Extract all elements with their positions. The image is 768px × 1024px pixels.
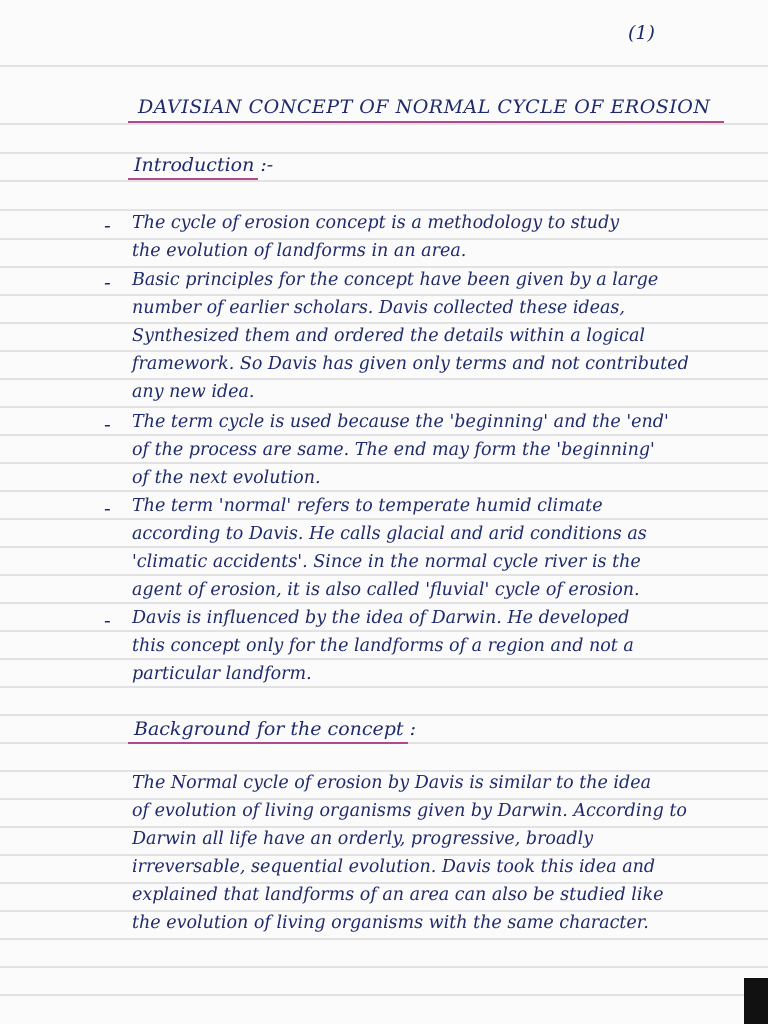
background-heading: Background for the concept : xyxy=(134,718,416,740)
introduction-underline xyxy=(128,178,258,180)
bullet-line: agent of erosion, it is also called 'fluvial' cycle of erosion. xyxy=(132,580,640,600)
title-underline xyxy=(128,121,724,123)
bullet-line: Basic principles for the concept have been given by a large xyxy=(132,270,659,290)
bullet-line: framework. So Davis has given only terms and not contributed xyxy=(132,354,689,374)
bullet-line: of the next evolution. xyxy=(132,468,321,488)
bullet-line: The term 'normal' refers to temperate humid climate xyxy=(132,496,603,516)
bullet-line: The term cycle is used because the 'beginning' and the 'end' xyxy=(132,412,669,432)
bullet-line: any new idea. xyxy=(132,382,255,402)
bullet-dash: - xyxy=(104,412,111,436)
bullet-line: the evolution of landforms in an area. xyxy=(132,241,467,261)
bullet-line: of the process are same. The end may form the 'beginning' xyxy=(132,440,655,460)
bullet-dash: - xyxy=(104,213,111,237)
paragraph-line: Darwin all life have an orderly, progressive, broadly xyxy=(132,829,594,849)
background-underline xyxy=(128,742,408,744)
bullet-line: The cycle of erosion concept is a methodology to study xyxy=(132,213,620,233)
page-title: DAVISIAN CONCEPT OF NORMAL CYCLE OF EROSION xyxy=(138,96,711,118)
bullet-dash: - xyxy=(104,496,111,520)
bullet-line: 'climatic accidents'. Since in the normal cycle river is the xyxy=(132,552,641,572)
paragraph-line: the evolution of living organisms with the same character. xyxy=(132,913,649,933)
paragraph-line: of evolution of living organisms given by Darwin. According to xyxy=(132,801,687,821)
bullet-line: Synthesized them and ordered the details within a logical xyxy=(132,326,646,346)
bullet-dash: - xyxy=(104,270,111,294)
paragraph-line: The Normal cycle of erosion by Davis is similar to the idea xyxy=(132,773,652,793)
bullet-dash: - xyxy=(104,608,111,632)
bullet-line: Davis is influenced by the idea of Darwin. He developed xyxy=(132,608,630,628)
introduction-heading: Introduction :- xyxy=(134,154,274,176)
bullet-line: this concept only for the landforms of a region and not a xyxy=(132,636,634,656)
page-number: (1) xyxy=(628,22,655,44)
paragraph-line: irreversable, sequential evolution. Davis took this idea and xyxy=(132,857,656,877)
bullet-line: according to Davis. He calls glacial and arid conditions as xyxy=(132,524,647,544)
paragraph-line: explained that landforms of an area can also be studied like xyxy=(132,885,664,905)
bullet-line: particular landform. xyxy=(132,664,312,684)
bullet-line: number of earlier scholars. Davis collected these ideas, xyxy=(132,298,625,318)
